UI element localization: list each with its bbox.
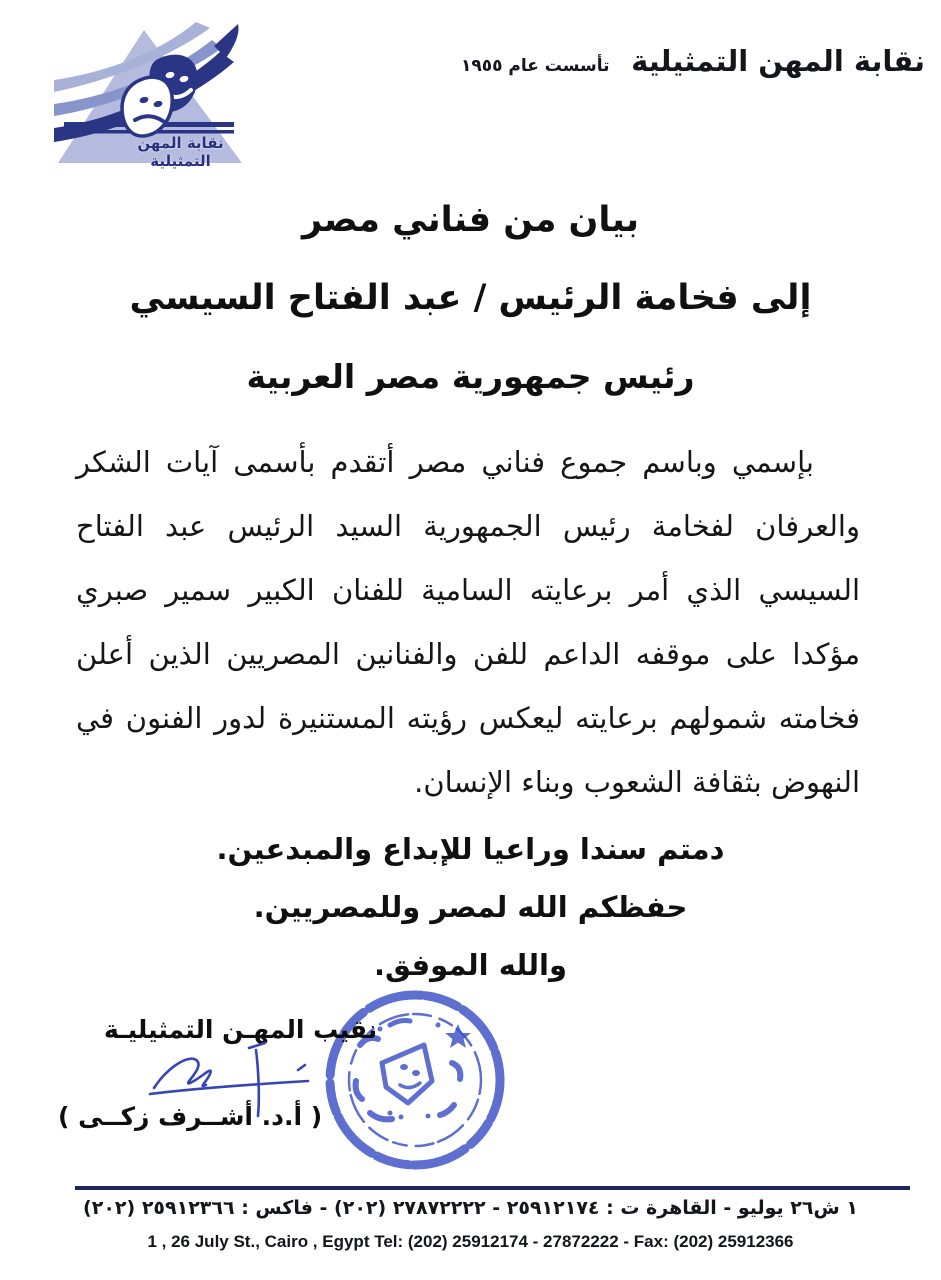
closing-line-3: والله الموفق. [374, 948, 567, 982]
addressee-title-line: رئيس جمهورية مصر العربية [246, 357, 695, 396]
statement-title: بيان من فناني مصر [302, 200, 639, 240]
signatory-title: نقيب المهـن التمثيليـة [104, 1015, 378, 1044]
founded-year: تأسست عام ١٩٥٥ [460, 56, 610, 76]
closing-line-1: دمتم سندا وراعيا للإبداع والمبدعين. [216, 832, 725, 866]
footer-address-arabic: ١ ش٢٦ يوليو - القاهرة ت : ٢٥٩١٢١٧٤ - ٢٧٨٧٢٢٢٢ (٢٠٢) - فاكس : ٢٥٩١٢٣٦٦ (٢٠٢) [83, 1197, 858, 1219]
letterhead [461, 44, 925, 78]
org-name: نقابة المهن التمثيلية [631, 44, 925, 78]
closing-line-2: حفظكم الله لمصر وللمصريين. [253, 890, 688, 924]
addressee-line: إلى فخامة الرئيس / عبد الفتاح السيسي [129, 278, 812, 318]
body-paragraph: بإسمي وباسم جموع فناني مصر أتقدم بأسمى آيات الشكر والعرفان لفخامة رئيس الجمهورية السيد الرئيس عبد الفتاح السيسي الذي أمر برعايته السامية للفنان الكبير سمير صبري مؤكدا على موقفه الداعم للفن والفنانين المصريين الذين أعلن فخامته شمولهم برعايته ليعكس رؤيته المستنيرة لدور الفنون في النهوض بثقافة الشعوب وبناء الإنسان. [76, 445, 860, 799]
signatory-name: ( أ.د. أشــرف زكــى ) [58, 1102, 323, 1131]
official-stamp-icon [320, 985, 510, 1175]
footer-address-english: 1 , 26 July St., Cairo , Egypt Tel: (202) 25912174 - 27872222 - Fax: (202) 25912366 [147, 1232, 794, 1251]
footer-divider [75, 1186, 910, 1190]
closing-block [0, 820, 941, 994]
logo-caption: نقابة المهن التمثيلية [137, 134, 224, 170]
